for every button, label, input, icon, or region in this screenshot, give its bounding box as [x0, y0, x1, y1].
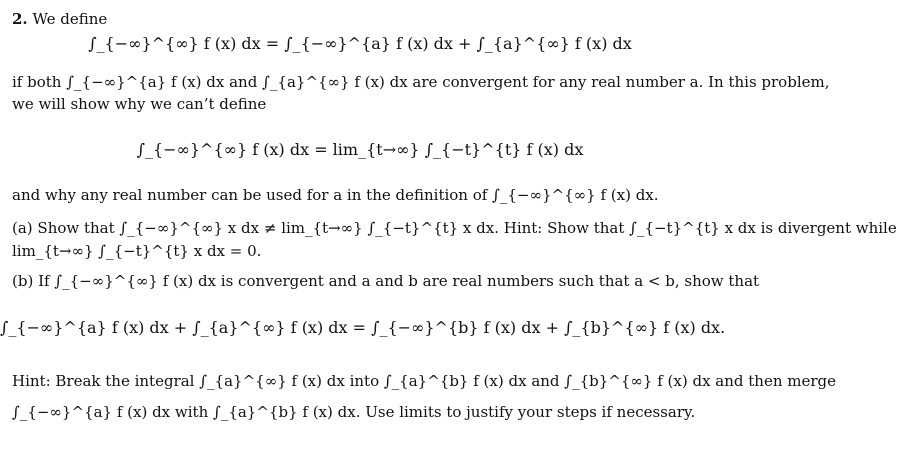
paragraph-and-why: and why any real number can be used for a in the definition of ∫_{−∞}^{∞} f (x) dx. [12, 186, 659, 204]
problem-intro: We define [32, 10, 108, 28]
part-a-line-1: (a) Show that ∫_{−∞}^{∞} x dx ≠ lim_{t→∞} ∫_{−t}^{t} x dx. Hint: Show that ∫_{−t}^{t} x dx is divergent while [12, 219, 897, 237]
paragraph-if-both-line-1: if both ∫_{−∞}^{a} f (x) dx and ∫_{a}^{∞} f (x) dx are convergent for any real number a. In this problem, [12, 73, 830, 91]
problem-heading [12, 9, 708, 29]
part-a-line-2: lim_{t→∞} ∫_{−t}^{t} x dx = 0. [12, 242, 262, 260]
problem-number: 2. [12, 10, 28, 28]
hint-b-line-1: Hint: Break the integral ∫_{a}^{∞} f (x) dx into ∫_{a}^{b} f (x) dx and ∫_{b}^{∞} f (x) dx and then merge [12, 372, 837, 390]
display-equation-symmetric-limit: ∫_{−∞}^{∞} f (x) dx = lim_{t→∞} ∫_{−t}^{t} f (x) dx [136, 140, 584, 159]
paragraph-if-both-line-2: we will show why we can’t define [12, 95, 267, 113]
display-equation-part-b: ∫_{−∞}^{a} f (x) dx + ∫_{a}^{∞} f (x) dx = ∫_{−∞}^{b} f (x) dx + ∫_{b}^{∞} f (x) dx. [0, 318, 726, 337]
part-b-line-1: (b) If ∫_{−∞}^{∞} f (x) dx is convergent and a and b are real numbers such that a < b, show that [12, 272, 760, 290]
display-equation-definition: ∫_{−∞}^{∞} f (x) dx = ∫_{−∞}^{a} f (x) dx + ∫_{a}^{∞} f (x) dx [88, 34, 632, 53]
hint-b-line-2: ∫_{−∞}^{a} f (x) dx with ∫_{a}^{b} f (x) dx. Use limits to justify your steps if necessary. [12, 403, 696, 421]
